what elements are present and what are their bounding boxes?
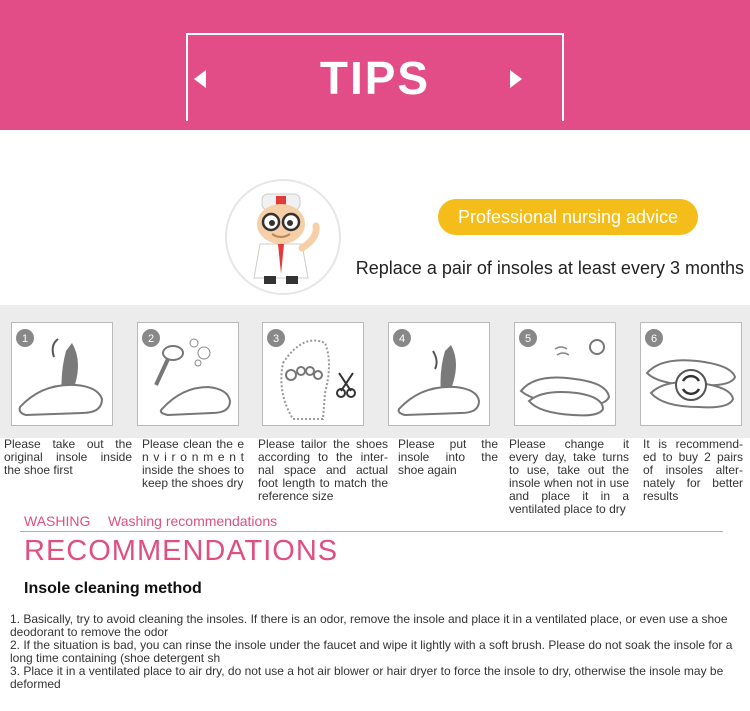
arrow-right-icon — [510, 70, 522, 88]
cleaning-note-1: 1. Basically, try to avoid cleaning the insoles. If there is an odor, remove the insole and place it in a ventilated place, or even use a shoe deodorant to remove the odor — [10, 612, 728, 639]
svg-text:2: 2 — [147, 333, 155, 345]
recommendations-title: RECOMMENDATIONS — [24, 535, 339, 567]
svg-text:3: 3 — [272, 333, 280, 345]
advice-subtitle: Replace a pair of insoles at least every 3 months — [355, 258, 744, 278]
banner-title: TIPS — [319, 52, 431, 104]
step-card-4 — [388, 322, 490, 426]
step-card-1 — [11, 322, 113, 426]
insert-insole-icon — [389, 323, 489, 425]
cleaning-method-list — [10, 613, 746, 691]
clean-shoe-icon — [138, 323, 238, 425]
remove-insole-icon — [12, 323, 112, 425]
step-4-text: Please put the insole into the shoe again — [398, 437, 498, 477]
svg-text:5: 5 — [524, 333, 532, 345]
cleaning-method-title: Insole cleaning method — [24, 580, 202, 597]
step-6-text: It is recommend-ed to buy 2 pairs of insoles alter-nately for better results — [643, 437, 743, 503]
step-5-text: Please change it every day, take turns to use, take out the insole when not in use and place it in a ventilated place to dry — [509, 437, 629, 516]
washing-recommendations-label: Washing recommendations — [108, 513, 278, 529]
advice-badge: Professional nursing advice — [438, 199, 698, 235]
step-card-5 — [514, 322, 616, 426]
svg-text:6: 6 — [650, 333, 658, 345]
cleaning-note-3: 3. Place it in a ventilated place to air dry, do not use a hot air blower or hair dryer to force the insole to dry, otherwise the insole may be deformed — [10, 664, 724, 691]
step-card-6 — [640, 322, 742, 426]
tailor-insole-icon — [263, 323, 363, 425]
air-dry-insole-icon — [515, 323, 615, 425]
svg-text:4: 4 — [398, 333, 406, 345]
washing-label: WASHING — [24, 513, 91, 529]
step-3-text: Please tailor the shoes according to the inter-nal space and actual foot length to match the reference size — [258, 437, 388, 503]
cleaning-note-2: 2. If the situation is bad, you can rinse the insole under the faucet and wipe it lightly with a soft brush. Please do not soak the insole for a long time containing (shoe detergent sh — [10, 638, 733, 665]
rotate-insoles-icon — [641, 323, 741, 425]
section-divider — [20, 531, 723, 532]
step-card-2 — [137, 322, 239, 426]
step-2-text: Please clean the e n v i r o n m e n t inside the shoes to keep the shoes dry — [142, 437, 244, 490]
step-1-text: Please take out the original insole inside the shoe first — [4, 437, 132, 477]
svg-text:1: 1 — [21, 333, 29, 345]
step-card-3 — [262, 322, 364, 426]
